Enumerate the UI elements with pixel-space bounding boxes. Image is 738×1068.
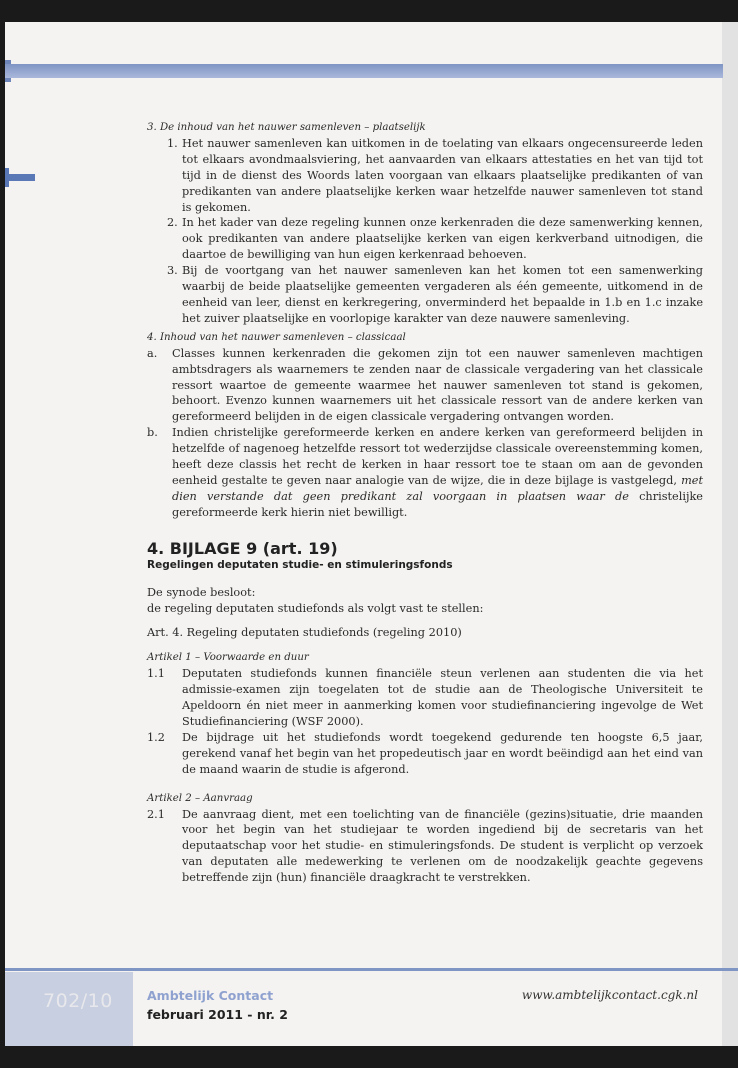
issue-label: februari 2011 - nr. 2 — [147, 1007, 288, 1022]
list-item-number: 1. — [167, 136, 178, 150]
synode-line-2: de regeling deputaten studiefonds als volgt vast te stellen: — [147, 601, 484, 615]
list-item-text: Bij de voortgang van het nauwer samenleven kan het komen tot een samenwerking waarbij de beide plaatselijke gemeenten vergaderen als één gemeente, uitkomend in de eenheid van leer, dienst en kerkregering, onverminderd het bepaalde in 1.b en 1.c inzake het zuiver plaatselijke en voorlopige karakter van deze nauwere samenleving. — [182, 264, 703, 325]
list-item-number: 2.1 — [147, 807, 165, 821]
list-item-text: Het nauwer samenleven kan uitkomen in de toelating van elkaars ongecensureerde leden tot elkaars avondmaalsviering, het aanvaarden van elkaars attestaties en het van tijd tot tijd in de dienst des Woords laten voorgaan van elkaars plaatselijke predikanten of van predikanten van andere plaatselijke kerken waar hetzelfde nauwer samenleven tot stand is gekomen. — [182, 136, 703, 214]
list-item — [147, 730, 703, 778]
list-item — [147, 666, 703, 730]
list-item — [147, 215, 703, 263]
list-item-number: 1.1 — [147, 667, 165, 681]
document-page — [5, 22, 738, 1046]
section-4-list — [147, 346, 703, 521]
section-3-list — [147, 136, 703, 327]
section-3-heading: 3. De inhoud van het nauwer samenleven – plaatselijk — [147, 122, 426, 133]
list-item — [147, 263, 703, 327]
list-item — [147, 136, 703, 216]
list-item-text: De bijdrage uit het studiefonds wordt toegekend gedurende ten hoogste 6,5 jaar, gerekend vanaf het begin van het propedeutisch jaar en wordt beëindigd aan het eind van de maand waarin de studie is afgerond. — [182, 730, 703, 776]
list-item — [147, 425, 703, 520]
website-link[interactable]: www.ambtelijkcontact.cgk.nl — [521, 988, 698, 1002]
artikel-1-list — [147, 666, 703, 777]
artikel-2-list — [147, 807, 703, 887]
section-4-heading: 4. Inhoud van het nauwer samenleven – classicaal — [147, 331, 406, 343]
footer-divider — [5, 968, 738, 971]
margin-marker — [5, 174, 35, 181]
list-item-italic-text: met dien verstande dat geen predikant zal voorgaan in plaatsen waar de — [172, 473, 703, 503]
list-item-text: Classes kunnen kerkenraden die gekomen zijn tot een nauwer samenleven machtigen ambtsdragers als waarnemers te zenden naar de classicale vergadering van het classicale ressort waartoe de gemeente waarmee het nauwer samenleven tot stand is gekomen, behoort. Evenzo kunnen waarnemers uit het classicale ressort van de andere kerken van gereformeerd belijden in de eigen classicale vergadering ontvangen worden. — [172, 346, 703, 424]
list-item — [147, 807, 703, 887]
list-item-number: 3. — [167, 264, 178, 278]
page-edge-strip — [722, 22, 738, 1046]
header-bar — [5, 64, 723, 78]
list-item-text: De aanvraag dient, met een toelichting van de financiële (gezins)situatie, drie maanden voor het begin van het studiejaar te worden ingediend bij de secretaris van het deputaatschap voor het studie- en stimuleringsfonds. De student is verplicht op verzoek van deputaten alle medewerking te verlenen om de noodzakelijk geachte gegevens betreffende zijn (hun) financiële draagkracht te verstrekken. — [182, 807, 703, 885]
magazine-name: Ambtelijk Contact — [147, 988, 274, 1003]
list-item-text: In het kader van deze regeling kunnen onze kerkenraden die deze samenwerking kennen, ook predikanten van andere plaatselijke kerken van eigen kerkverband uitnodigen, die daartoe de bewilliging van hun eigen kerkenraad behoeven. — [182, 216, 703, 262]
artikel-2-heading: Artikel 2 – Aanvraag — [147, 792, 253, 804]
regulation-title: Art. 4. Regeling deputaten studiefonds (regeling 2010) — [147, 626, 462, 640]
list-item-letter: a. — [147, 346, 158, 360]
bijlage-title: 4. BIJLAGE 9 (art. 19) — [147, 538, 338, 558]
page-content — [147, 120, 703, 886]
list-item — [147, 346, 703, 426]
list-item-number: 2. — [167, 216, 178, 230]
list-item-text: Deputaten studiefonds kunnen financiële steun verlenen aan studenten die via het admissie-examen zijn toegelaten tot de studie aan de Theologische Universiteit te Apeldoorn én niet meer in aanmerking komen voor studiefinanciering ingevolge de Wet Studiefinanciering (WSF 2000). — [182, 667, 703, 728]
list-item-number: 1.2 — [147, 730, 165, 744]
page-number: 702/10 — [43, 990, 113, 1012]
list-item-text: Indien christelijke gereformeerde kerken en andere kerken van gereformeerd belijden in hetzelfde of nagenoeg hetzelfde ressort tot wederzijdse classicale overeenstemming komen, heeft deze classis het recht de kerken in haar ressort toe te staan om aan de gevonden eenheid gestalte te geven naar analogie van de wijze, die in deze bijlage is vastgelegd, — [172, 426, 703, 487]
artikel-1-heading: Artikel 1 – Voorwaarde en duur — [147, 652, 309, 664]
synode-line-1: De synode besloot: — [147, 585, 256, 599]
bijlage-subtitle: Regelingen deputaten studie- en stimuleringsfonds — [147, 558, 453, 571]
list-item-letter: b. — [147, 426, 158, 440]
list-item-text-end: christelijke gereformeerde kerk hierin niet bewilligt. — [172, 489, 703, 519]
